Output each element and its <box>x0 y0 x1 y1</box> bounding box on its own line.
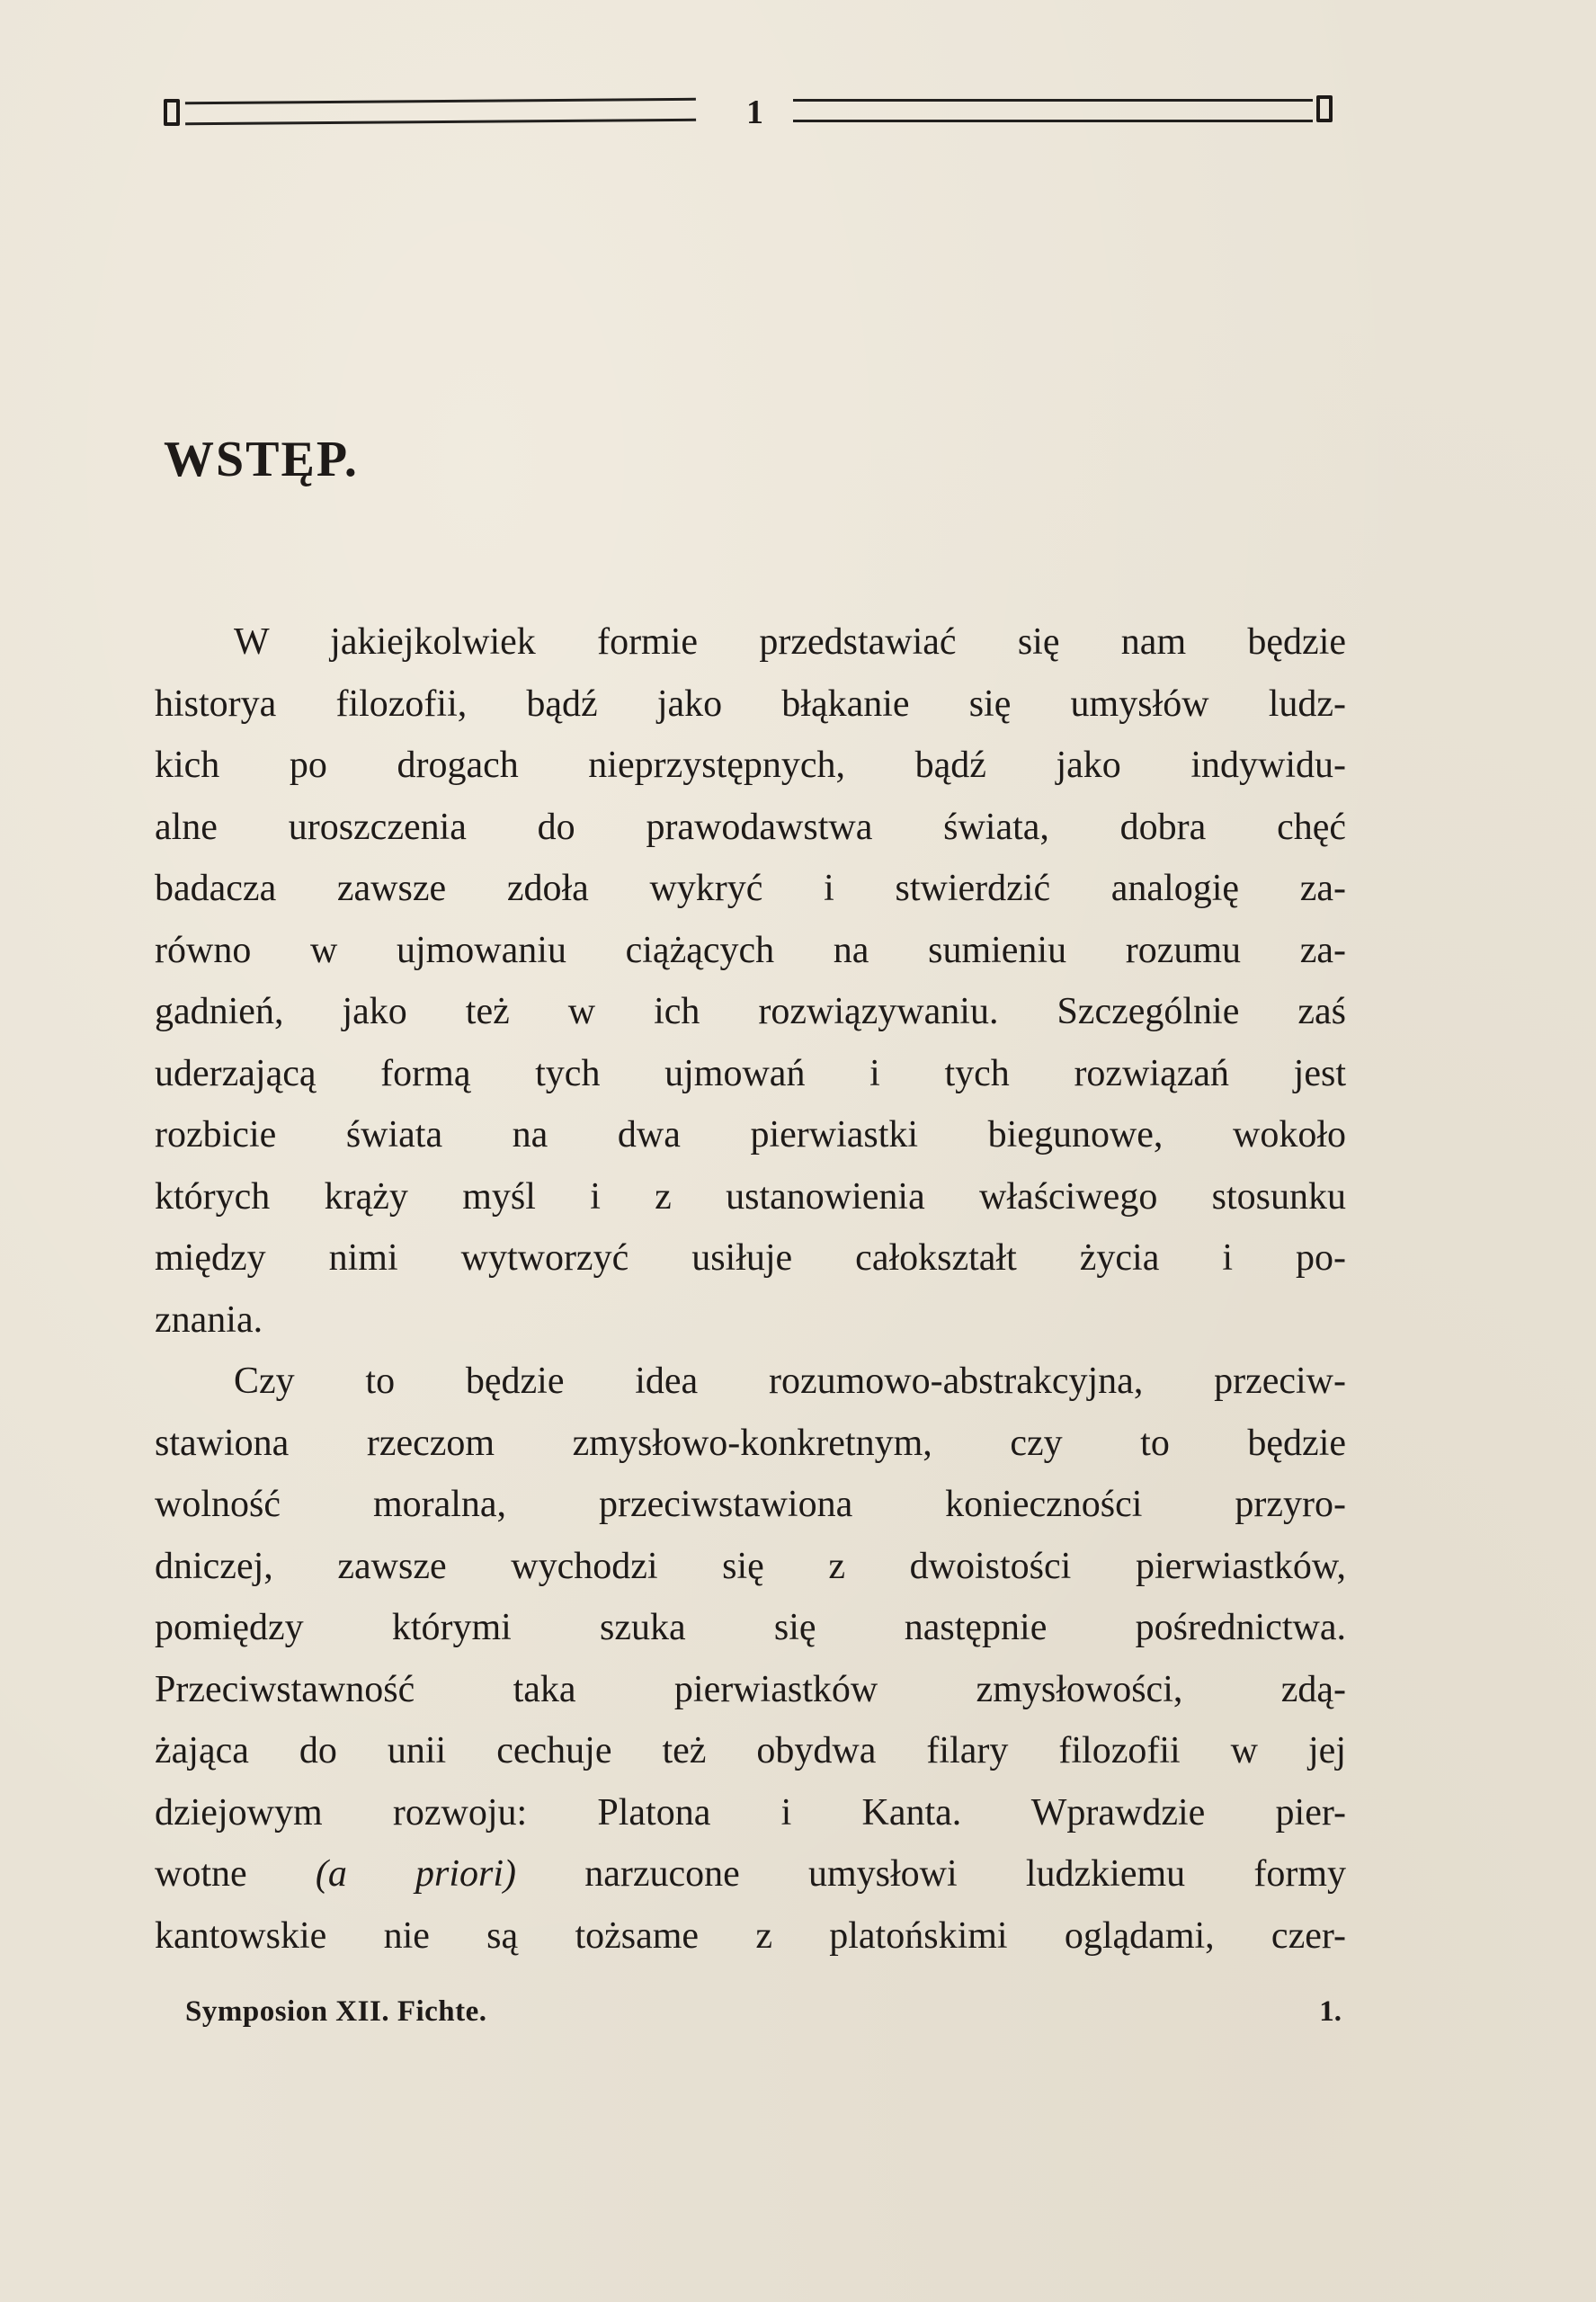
page-footer <box>155 1989 1342 2034</box>
page-number: 1 <box>746 94 763 131</box>
text-line: historya filozofii, bądź jako błąkanie się umysłów ludz- <box>155 683 1346 725</box>
text-line: żająca do unii cechuje też obydwa filary filozofii w jej <box>155 1730 1346 1771</box>
text-line: wolność moralna, przeciwstawiona konieczności przyro- <box>155 1484 1346 1525</box>
sheet-number: 1. <box>1319 1995 1342 2028</box>
double-rule-right <box>793 99 1313 122</box>
header-ornament <box>164 90 1333 135</box>
text-line: dziejowym rozwoju: Platona i Kanta. Wprawdzie pier- <box>155 1791 1346 1834</box>
text-segment: wotne <box>155 1853 316 1895</box>
text-line: których krąży myśl i z ustanowienia właściwego stosunku <box>155 1175 1346 1218</box>
text-segment: narzucone umysłowi ludzkiemu formy <box>516 1853 1346 1895</box>
text-line: równo w ujmowaniu ciążących na sumieniu rozumu za- <box>155 929 1346 971</box>
text-line: stawiona rzeczom zmysłowo-konkretnym, czy to będzie <box>155 1422 1346 1464</box>
square-ornament-right-icon <box>1316 95 1333 122</box>
text-line: alne uroszczenia do prawodawstwa świata, dobra chęć <box>155 806 1346 848</box>
double-rule-left <box>185 98 696 125</box>
text-line-with-italic <box>155 1843 1346 1905</box>
text-line: badacza zawsze zdoła wykryć i stwierdzić analogię za- <box>155 868 1346 909</box>
text-line: znania. <box>155 1298 263 1341</box>
text-line: Czy to będzie idea rozumowo-abstrakcyjna, przeciw- <box>234 1361 1346 1402</box>
text-line: pomiędzy którymi szuka się następnie pośrednictwa. <box>155 1607 1346 1648</box>
text-line: Przeciwstawność taka pierwiastków zmysłowości, zdą- <box>155 1668 1346 1710</box>
text-line: gadnień, jako też w ich rozwiązywaniu. Szczególnie zaś <box>155 991 1346 1032</box>
paragraph-2 <box>155 1351 1346 1967</box>
text-line: kich po drogach nieprzystępnych, bądź jako indywidu- <box>155 745 1346 786</box>
text-line: dniczej, zawsze wychodzi się z dwoistości pierwiastków, <box>155 1545 1346 1587</box>
text-line: W jakiejkolwiek formie przedstawiać się nam będzie <box>234 621 1346 663</box>
text-line: uderzającą formą tych ujmowań i tych rozwiązań jest <box>155 1052 1346 1094</box>
body-text <box>155 611 1346 1967</box>
text-line: kantowskie nie są tożsame z platońskimi oglądami, czer- <box>155 1914 1346 1957</box>
paragraph-1 <box>155 611 1346 1351</box>
text-line: rozbicie świata na dwa pierwiastki biegunowe, wokoło <box>155 1114 1346 1155</box>
square-ornament-left-icon <box>164 99 180 126</box>
chapter-title: WSTĘP. <box>164 432 359 487</box>
text-line: między nimi wytworzyć usiłuje całokształt życia i po- <box>155 1237 1346 1279</box>
signature-mark: Symposion XII. Fichte. <box>185 1995 487 2028</box>
italic-term: (a priori) <box>315 1853 517 1895</box>
